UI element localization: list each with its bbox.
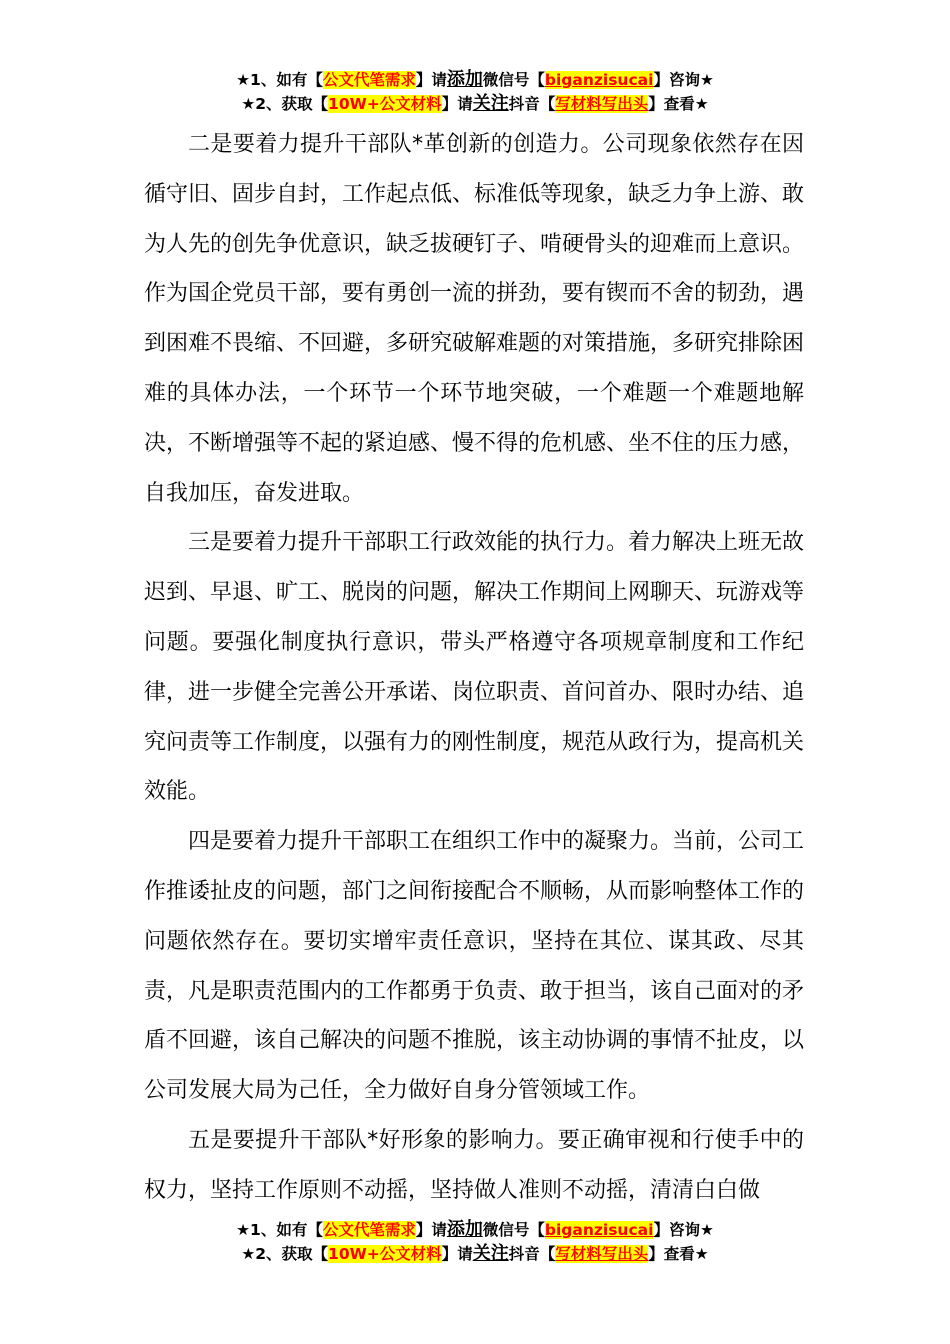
paragraph-innovation: 二是要着力提升干部队*革创新的创造力。公司现象依然存在因循守旧、固步自封，工作起点低、标准低等现象，缺乏力争上游、敢为人先的创先争优意识，缺乏拔硬钉子、啃硬骨头的迎难而上意识。作为国企党员干部，要有勇创一流的拼劲，要有锲而不舍的韧劲，遇到困难不畏缩、不回避，多研究破解难题的对策措施，多研究排除困难的具体办法，一个环节一个环节地突破，一个难题一个难题地解决，不断增强等不起的紧迫感、慢不得的危机感、坐不住的压力感，自我加压，奋发进取。 <box>144 132 805 506</box>
footer-line-2-mid2: 抖音【 <box>508 1245 556 1263</box>
footer-banner-line-2 <box>0 1242 950 1266</box>
banner-highlight-service: 公文代笔需求 <box>322 71 416 89</box>
banner-line-1-suffix: 】咨询★ <box>653 71 714 89</box>
paragraph-image: 五是要提升干部队*好形象的影响力。要正确审视和行使手中的权力，坚持工作原则不动摇，坚持做人准则不动摇，清清白白做 <box>144 1127 804 1203</box>
banner-line-1 <box>0 68 950 92</box>
banner-line-2-mid: 】请 <box>441 95 473 113</box>
document-body <box>144 120 804 1216</box>
banner-emphasis-follow: 关注 <box>472 93 509 114</box>
banner-line-2-mid2: 抖音【 <box>508 95 556 113</box>
footer-banner <box>0 1218 950 1266</box>
banner-wechat-id: biganzisucai <box>544 71 654 89</box>
banner-emphasis-add: 添加 <box>446 69 483 90</box>
banner-line-2-suffix: 】查看★ <box>648 95 709 113</box>
footer-line-2-suffix: 】查看★ <box>648 1245 709 1263</box>
footer-banner-line-1 <box>0 1218 950 1242</box>
banner-douyin-id: 写材料写出头 <box>555 95 649 113</box>
footer-highlight-materials: 10W+公文材料 <box>328 1245 442 1263</box>
banner-line-2 <box>0 92 950 116</box>
header-banner <box>0 68 950 116</box>
footer-line-1-mid2: 微信号【 <box>482 1221 545 1239</box>
footer-emphasis-follow: 关注 <box>472 1243 509 1264</box>
footer-line-1-suffix: 】咨询★ <box>653 1221 714 1239</box>
footer-line-2-prefix: ★2、获取【 <box>241 1245 329 1263</box>
banner-highlight-materials: 10W+公文材料 <box>328 95 442 113</box>
footer-highlight-service: 公文代笔需求 <box>322 1221 416 1239</box>
footer-line-1-prefix: ★1、如有【 <box>236 1221 323 1239</box>
footer-line-2-mid: 】请 <box>441 1245 473 1263</box>
footer-line-1-mid: 】请 <box>415 1221 447 1239</box>
paragraph-execution: 三是要着力提升干部职工行政效能的执行力。着力解决上班无故迟到、早退、旷工、脱岗的问题，解决工作期间上网聊天、玩游戏等问题。要强化制度执行意识，带头严格遵守各项规章制度和工作纪律，进一步健全完善公开承诺、岗位职责、首问首办、限时办结、追究问责等工作制度，以强有力的刚性制度，规范从政行为，提高机关效能。 <box>144 530 805 805</box>
footer-douyin-id: 写材料写出头 <box>555 1245 649 1263</box>
banner-line-2-prefix: ★2、获取【 <box>241 95 329 113</box>
banner-line-1-prefix: ★1、如有【 <box>236 71 323 89</box>
footer-emphasis-add: 添加 <box>446 1219 483 1240</box>
footer-wechat-id: biganzisucai <box>544 1221 654 1239</box>
paragraph-cohesion: 四是要着力提升干部职工在组织工作中的凝聚力。当前，公司工作推诿扯皮的问题，部门之间衔接配合不顺畅，从而影响整体工作的问题依然存在。要切实增牢责任意识，坚持在其位、谋其政、尽其责，凡是职责范围内的工作都勇于负责、敢于担当，该自己面对的矛盾不回避，该自己解决的问题不推脱，该主动协调的事情不扯皮，以公司发展大局为己任，全力做好自身分管领域工作。 <box>144 829 805 1104</box>
banner-line-1-mid2: 微信号【 <box>482 71 545 89</box>
banner-line-1-mid: 】请 <box>415 71 447 89</box>
